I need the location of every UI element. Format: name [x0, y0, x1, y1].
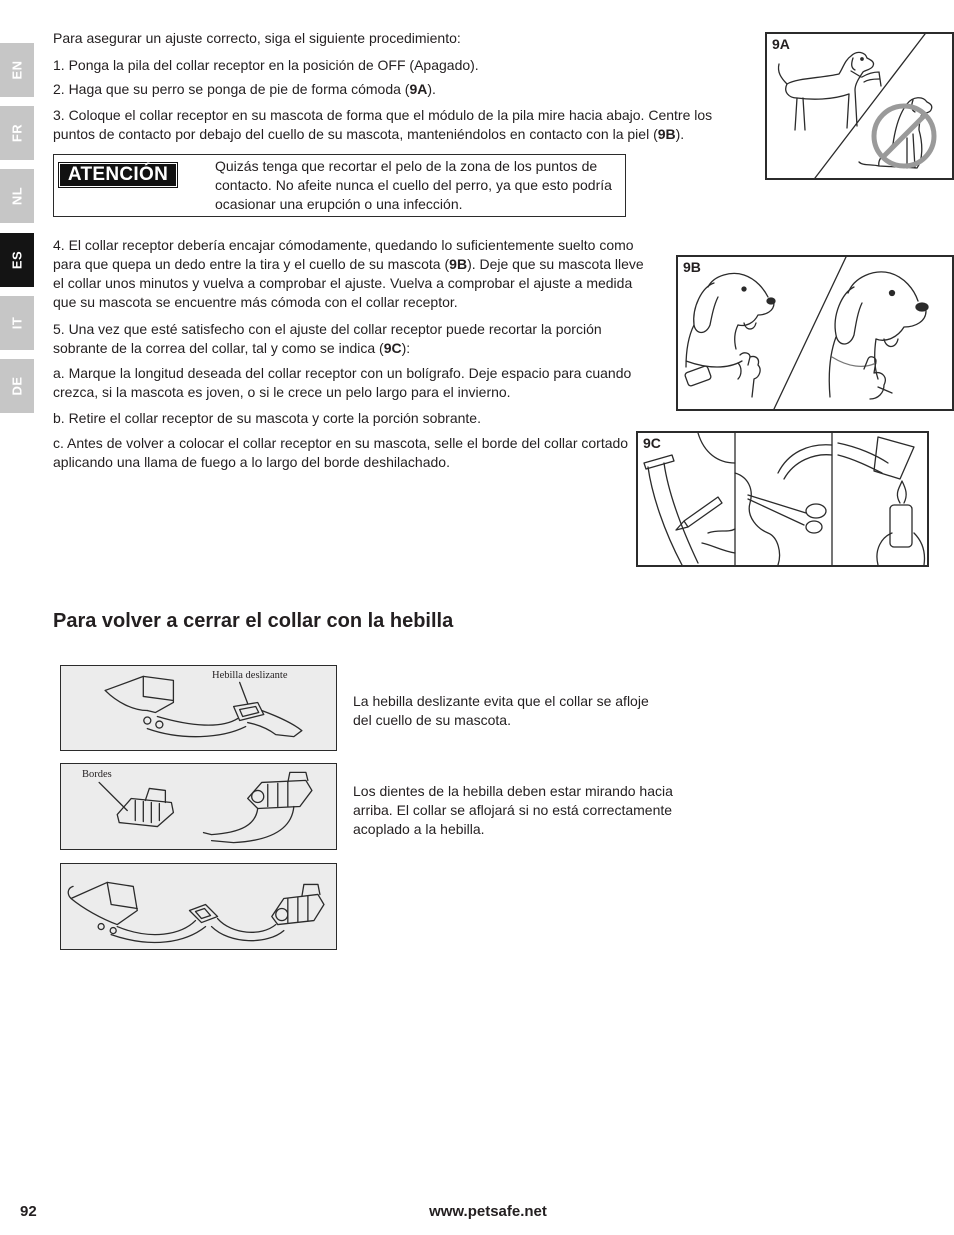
slide-buckle	[189, 904, 217, 922]
page-number: 92	[20, 1203, 37, 1220]
buckle-figure-slide	[60, 665, 337, 751]
buckle-figure-edges	[60, 763, 337, 850]
language-tab-label: NL	[9, 186, 25, 206]
buckle-teeth-text: Los dientes de la hebilla deben estar mirando hacia arriba. El collar se aflojará si no está correctamente acoplado a la hebilla.	[353, 783, 673, 837]
step-5a: a. Marque la longitud deseada del collar receptor con un bolígrafo. Deje espacio para cuando crezca, si la mascota es joven, o si le crece un pelo largo para el invierno.	[53, 365, 632, 400]
figure-9a-label: 9A	[772, 36, 790, 52]
language-tab-fr	[0, 106, 34, 160]
attention-box	[53, 154, 626, 217]
edges-caption: Bordes	[82, 769, 112, 780]
language-tab-en	[0, 43, 34, 97]
assembled-collar-illustration	[61, 864, 336, 949]
buckle-piece-right	[204, 772, 312, 842]
dog-head-right	[829, 272, 928, 399]
attention-label: ATENCIÓN	[58, 162, 178, 188]
language-tab-label: ES	[9, 250, 25, 270]
intro-text: Para asegurar un ajuste correcto, siga el siguiente procedimiento:	[53, 30, 461, 46]
language-tab-it	[0, 296, 34, 350]
step-5	[53, 320, 659, 358]
figure-9c-illustration	[638, 433, 927, 565]
slide-buckle-caption: Hebilla deslizante	[212, 670, 288, 681]
section-heading: Para volver a cerrar el collar con la hebilla	[53, 610, 454, 632]
attention-text: Quizás tenga que recortar el pelo de la zona de los puntos de contacto. No afeite nunca el cuello del perro, ya que esto podría ocasionar una erupción o una infección.	[215, 158, 612, 212]
figure-9b-illustration	[678, 257, 952, 409]
figure-9c-label: 9C	[643, 435, 661, 451]
language-tab-es	[0, 233, 34, 287]
language-tab-de	[0, 359, 34, 413]
figure-9b	[676, 255, 954, 411]
step-1: 1. Ponga la pila del collar receptor en la posición de OFF (Apagado).	[53, 57, 479, 73]
collar-housing	[105, 676, 173, 728]
figure-9a	[765, 32, 954, 180]
language-tab-label: FR	[9, 123, 25, 143]
figure-9c	[636, 431, 929, 567]
collar-strap	[111, 919, 284, 943]
sealing-collar-panel	[838, 437, 925, 565]
cutting-collar-panel	[735, 445, 832, 565]
step-2	[53, 80, 753, 99]
step-5c: c. Antes de volver a colocar el collar receptor en su mascota, selle el borde del collar cortado aplicando una llama de fuego a lo largo del borde deshilachado.	[53, 435, 629, 470]
step-4-text-end: ). Deje que su mascota lleve el collar unos minutos y vuelva a comprobar el ajuste. Vuelva a comprobar el ajuste a medida que su mascota se encuentre más cómoda con el collar receptor.	[53, 256, 644, 310]
figure-ref: 9A	[409, 81, 428, 97]
step-4	[53, 236, 656, 312]
slide-buckle	[234, 702, 264, 720]
step-5-text: 5. Una vez que esté satisfecho con el ajuste del collar receptor puede recortar la porción sobrante de la correa del collar, tal y como se indica (	[53, 321, 602, 356]
footer-url: www.petsafe.net	[429, 1203, 547, 1220]
language-tab-nl	[0, 169, 34, 223]
slide-buckle-illustration	[61, 666, 336, 750]
language-tab-label: EN	[9, 60, 25, 80]
language-tab-label: DE	[9, 376, 25, 396]
buckle-piece	[272, 884, 324, 924]
standing-dog	[778, 52, 881, 130]
slide-buckle-text: La hebilla deslizante evita que el collar se afloje del cuello de su mascota.	[353, 693, 649, 728]
figure-9b-label: 9B	[683, 259, 701, 275]
buckle-figure-assembled	[60, 863, 337, 950]
step-5b: b. Retire el collar receptor de su mascota y corte la porción sobrante.	[53, 410, 481, 426]
step-3	[53, 106, 758, 144]
collar-strap	[147, 711, 302, 737]
step-2-text-end: ).	[427, 81, 436, 97]
marking-collar-panel	[644, 433, 735, 565]
caption-leader-line	[240, 682, 248, 703]
step-3-text: 3. Coloque el collar receptor en su mascota de forma que el módulo de la pila mire hacia abajo. Centre los puntos de contacto por debajo del cuello de su mascota, manteniéndolos en contacto con la piel (	[53, 107, 713, 142]
figure-ref: 9B	[657, 126, 676, 142]
figure-ref: 9C	[383, 340, 402, 356]
collar-housing	[68, 882, 137, 933]
step-3-text-end: ).	[675, 126, 685, 142]
step-4-text: 4. El collar receptor debería encajar cómodamente, quedando lo suficientemente suelto como para que quepa un dedo entre la tira y el cuello de su mascota (	[53, 237, 634, 272]
figure-9a-illustration	[767, 34, 952, 178]
language-tab-label: IT	[9, 316, 25, 330]
figure-ref: 9B	[449, 256, 468, 272]
dog-head-left	[684, 274, 775, 398]
step-5-text-end: ):	[401, 340, 411, 356]
caption-leader-line	[99, 782, 127, 810]
step-2-text: 2. Haga que su perro se ponga de pie de forma cómoda (	[53, 81, 410, 97]
prohibition-icon	[874, 106, 934, 166]
buckle-piece-left	[117, 788, 173, 826]
